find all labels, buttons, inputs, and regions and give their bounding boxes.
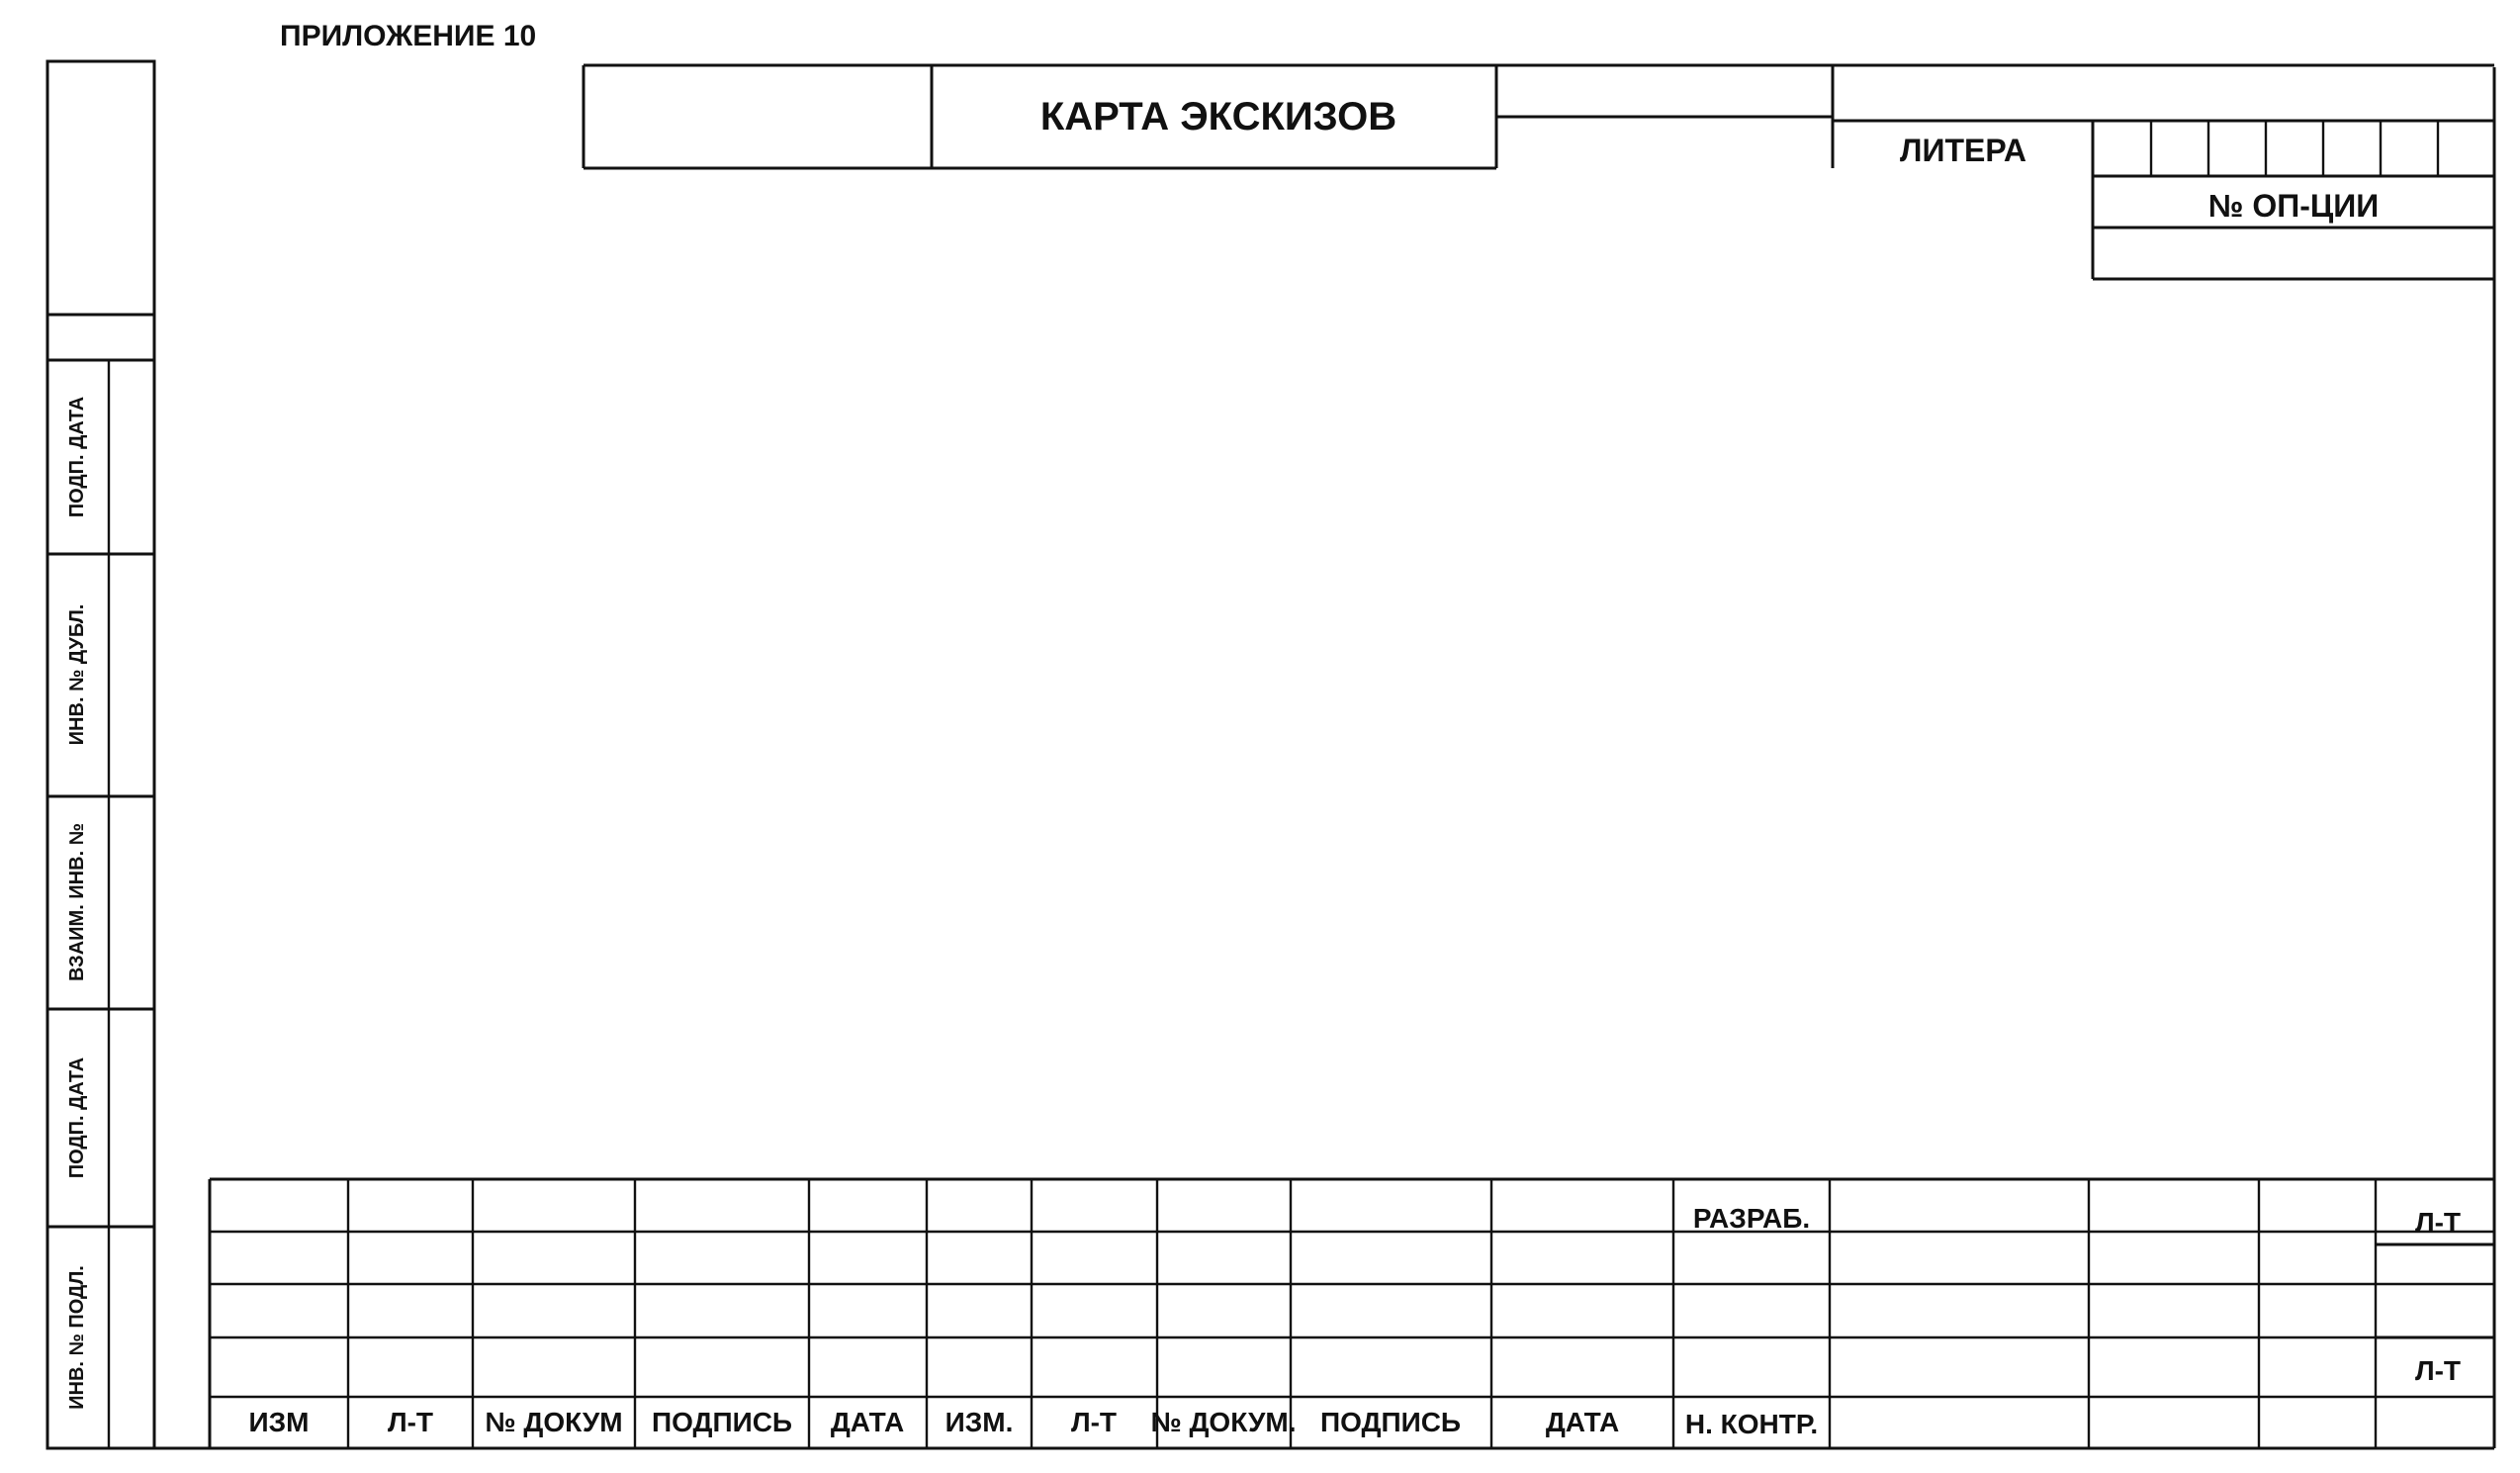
col-header-change-2: ИЗМ.: [945, 1407, 1014, 1437]
col-header-doc-number: № ДОКУМ: [485, 1407, 623, 1437]
side-label-mutual-inventory: ВЗАИМ. ИНВ. №: [66, 823, 88, 981]
sheet-label-bottom: Л-Т: [2414, 1355, 2462, 1386]
appendix-label: ПРИЛОЖЕНИЕ 10: [280, 20, 537, 52]
col-header-sheet-2: Л-Т: [1070, 1407, 1118, 1437]
col-header-date: ДАТА: [830, 1407, 905, 1437]
side-label-dup-inventory: ИНВ. № ДУБЛ.: [66, 603, 88, 746]
sheet-label-top: Л-Т: [2414, 1207, 2462, 1238]
col-header-sheet: Л-Т: [387, 1407, 434, 1437]
col-header-signature-2: ПОДПИСЬ: [1319, 1407, 1462, 1437]
col-header-signature: ПОДПИСЬ: [651, 1407, 793, 1437]
col-header-change: ИЗМ: [248, 1407, 310, 1437]
side-label-original-inventory: ИНВ. № ПОДЛ.: [66, 1265, 88, 1410]
operation-number-label: № ОП-ЦИИ: [2207, 188, 2380, 224]
developer-label: РАЗРАБ.: [1692, 1203, 1811, 1234]
side-label-sign-date-1: ПОДП. ДАТА: [66, 396, 88, 518]
col-header-doc-number-2: № ДОКУМ.: [1150, 1407, 1297, 1437]
norm-control-label: Н. КОНТР.: [1684, 1409, 1819, 1439]
document-title: КАРТА ЭКСКИЗОВ: [1039, 95, 1397, 138]
side-label-sign-date-2: ПОДП. ДАТА: [66, 1057, 88, 1179]
col-header-date-2: ДАТА: [1545, 1407, 1620, 1437]
litera-label: ЛИТЕРА: [1900, 133, 2026, 168]
